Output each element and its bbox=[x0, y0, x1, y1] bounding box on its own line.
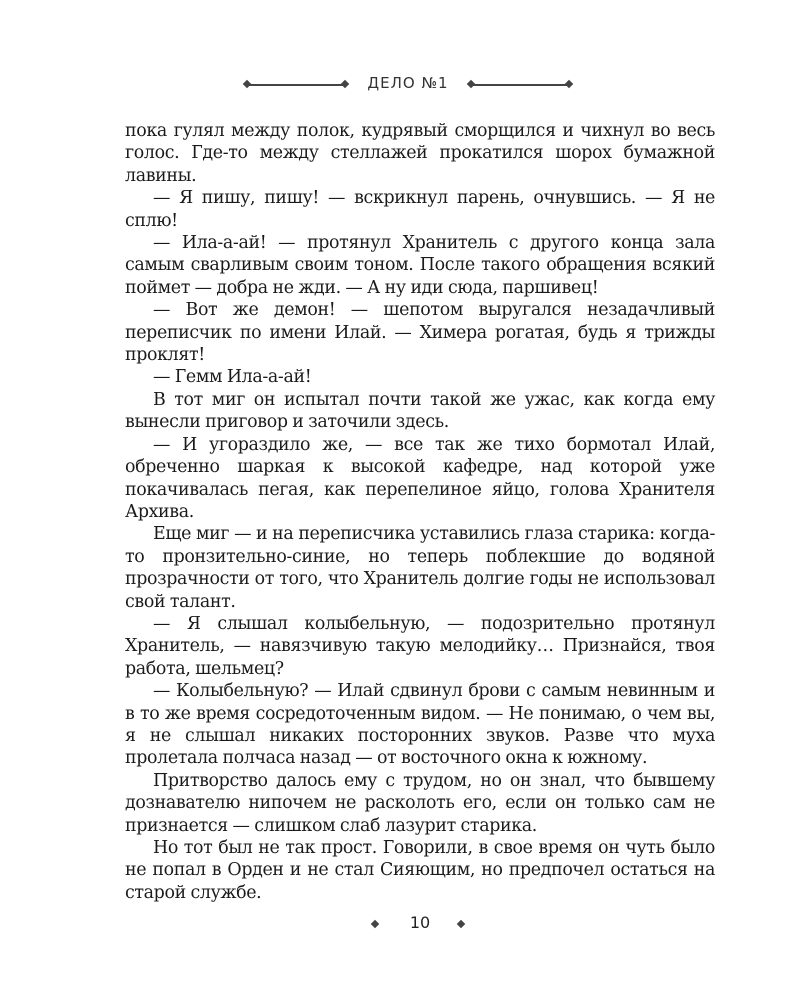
ornament-line-icon bbox=[472, 84, 568, 86]
running-header bbox=[0, 72, 800, 98]
page-footer bbox=[0, 912, 800, 936]
paragraph: — Я слышал колыбельную, — подозрительно протянул Хранитель, — навязчивую такую мелодийку… Признайся, твоя работа, шельмец? bbox=[125, 613, 715, 679]
paragraph: Но тот был не так прост. Говорили, в свое время он чуть было не попал в Орден и не стал Сияющим, но предпочел остаться на старой службе. bbox=[125, 838, 715, 903]
ornament-line-icon bbox=[248, 84, 344, 86]
diamond-icon bbox=[457, 920, 465, 928]
paragraph: — Я пишу, пишу! — вскрикнул парень, очнувшись. — Я не сплю! bbox=[125, 188, 715, 231]
paragraph: пока гулял между полок, кудрявый сморщился и чихнул во весь голос. Где-то между стеллажей прокатился шорох бумажной лавины. bbox=[125, 121, 715, 186]
paragraph: — И угораздило же, — все так же тихо бормотал Илай, обреченно шаркая к высокой кафедре, над которой уже покачивалась пегая, как перепелиное яйцо, голова Хранителя Архива. bbox=[125, 434, 715, 522]
paragraph: — Гемм Ила-а-ай! bbox=[153, 367, 312, 388]
diamond-icon bbox=[371, 920, 379, 928]
body-text bbox=[125, 120, 715, 904]
paragraph: — Ила-а-ай! — протянул Хранитель с другого конца зала самым сварливым своим тоном. После такого обращения всякий поймет — добра не жди. — А ну иди сюда, паршивец! bbox=[125, 233, 715, 298]
paragraph: В тот миг он испытал почти такой же ужас, как когда ему вынесли приговор и заточили здесь. bbox=[125, 389, 715, 433]
paragraph: — Вот же демон! — шепотом выругался незадачливый переписчик по имени Илай. — Химера рогатая, будь я трижды проклят! bbox=[125, 300, 715, 366]
running-title: ДЕЛО №1 bbox=[367, 74, 449, 92]
paragraph: — Колыбельную? — Илай сдвинул брови с самым невинным и в то же время сосредоточенным видом. — Не понимаю, о чем вы, я не слышал никаких посторонних звуков. Разве что муха пролетала полчаса назад — от восточного окна к южному. bbox=[125, 681, 715, 769]
paragraph: Еще миг — и на переписчика уставились глаза старика: когда-то пронзительно-синие, но теперь поблекшие до водяной прозрачности от того, что Хранитель долгие годы не использовал свой талант. bbox=[125, 524, 715, 612]
paragraph: Притворство далось ему с трудом, но он знал, что бывшему дознавателю нипочем не расколоть его, если он только сам не признается — слишком слаб лазурит старика. bbox=[125, 770, 715, 836]
page-number: 10 bbox=[409, 913, 431, 932]
